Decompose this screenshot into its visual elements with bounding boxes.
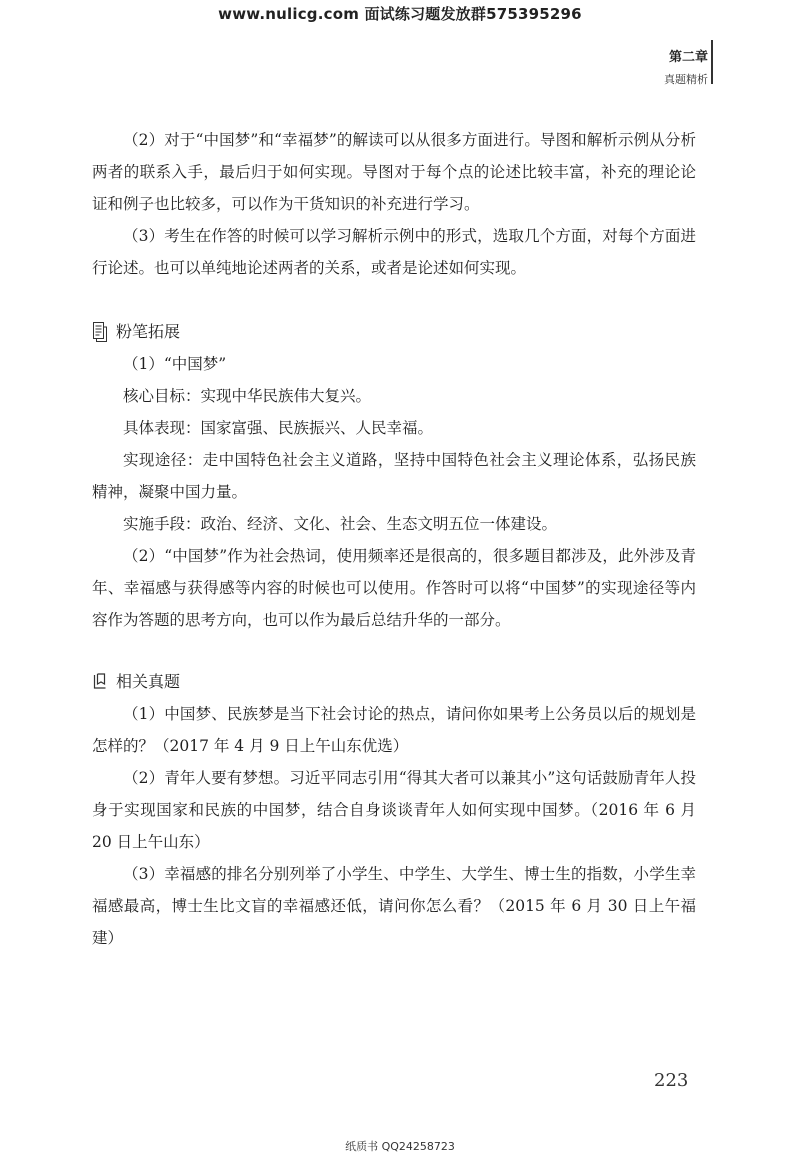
bookmark-icon — [92, 671, 108, 693]
extension-item: 实施手段：政治、经济、文化、社会、生态文明五位一体建设。 — [123, 515, 558, 533]
extension-title: 粉笔拓展 — [116, 322, 181, 341]
related-item: （2）青年人要有梦想。习近平同志引用“得其大者可以兼其小”这句话鼓励青年人投身于实现国家和民族的中国梦，结合自身谈谈青年人如何实现中国梦。（2016 年 6 月 20 日上午山东） — [92, 769, 696, 851]
related-item: （1）中国梦、民族梦是当下社会讨论的热点，请问你如果考上公务员以后的规划是怎样的？（2017 年 4 月 9 日上午山东优选） — [92, 705, 696, 755]
extension-item: 实现途径：走中国特色社会主义道路，坚持中国特色社会主义理论体系，弘扬民族精神，凝聚中国力量。 — [92, 451, 696, 501]
extension-item: （1）“中国梦” — [123, 355, 227, 373]
document-icon — [92, 321, 108, 343]
chapter-header — [664, 46, 708, 87]
extension-item: 具体表现：国家富强、民族振兴、人民幸福。 — [123, 419, 434, 437]
chapter-title: 第二章 — [668, 50, 708, 65]
related-heading — [92, 666, 696, 698]
related-title: 相关真题 — [116, 672, 181, 691]
page-content — [92, 124, 696, 954]
chapter-divider — [711, 40, 713, 84]
related-item: （3）幸福感的排名分别列举了小学生、中学生、大学生、博士生的指数，小学生幸福感最高，博士生比文盲的幸福感还低，请问你怎么看？（2015 年 6 月 30 日上午福建） — [92, 865, 696, 947]
extension-item: 核心目标：实现中华民族伟大复兴。 — [123, 387, 372, 405]
intro-paragraph: （3）考生在作答的时候可以学习解析示例中的形式，选取几个方面，对每个方面进行论述。也可以单纯地论述两者的关系，或者是论述如何实现。 — [92, 227, 696, 277]
header-watermark: www.nulicg.com 面试练习题发放群575395296 — [218, 5, 582, 23]
page-number: 223 — [654, 1070, 689, 1091]
chapter-subtitle: 真题精析 — [664, 73, 708, 86]
extension-item: （2）“中国梦”作为社会热词，使用频率还是很高的，很多题目都涉及，此外涉及青年、幸福感与获得感等内容的时候也可以使用。作答时可以将“中国梦”的实现途径等内容作为答题的思考方向，也可以作为最后总结升华的一部分。 — [92, 547, 696, 629]
footer-watermark: 纸质书 QQ24258723 — [345, 1140, 455, 1153]
extension-heading — [92, 316, 696, 348]
intro-paragraph: （2）对于“中国梦”和“幸福梦”的解读可以从很多方面进行。导图和解析示例从分析两者的联系入手，最后归于如何实现。导图对于每个点的论述比较丰富，补充的理论论证和例子也比较多，可以作为干货知识的补充进行学习。 — [92, 131, 696, 213]
